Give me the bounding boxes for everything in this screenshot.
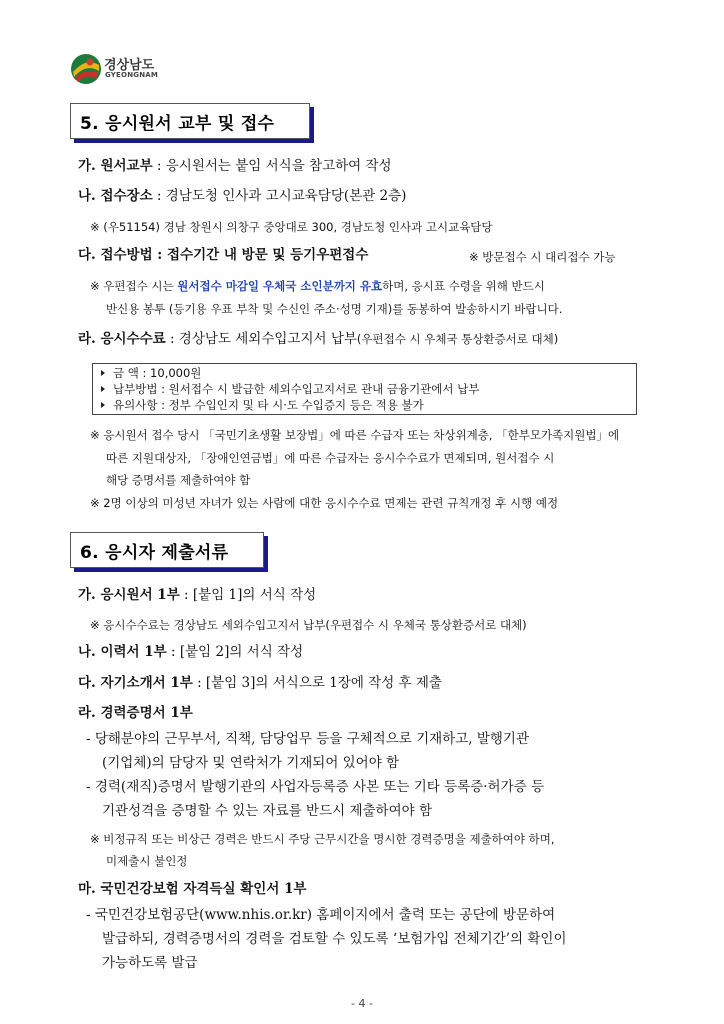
- s6-ga-note: ※ 응시수수료는 경상남도 세외수입고지서 납부(우편접수 시 우체국 통상환증서로 대체): [90, 618, 527, 632]
- gyeongnam-logo: [70, 50, 220, 90]
- s6-ra-item-1b: (기업체)의 담당자 및 연락처가 기재되어 있어야 함: [102, 755, 400, 771]
- s6-ga-line: [78, 586, 316, 604]
- fee-payment-text: 납부방법 : 원서접수 시 발급한 세외수입고지서로 관내 금융기관에서 납부: [113, 382, 480, 396]
- s6-ma-label: 마. 국민건강보험 자격득실 확인서 1부: [78, 881, 307, 897]
- s6-ra-item-1a: - 당해분야의 근무부서, 직책, 담당업무 등을 구체적으로 기재하고, 발행기관: [86, 731, 529, 747]
- fee-caution-row: [101, 398, 424, 412]
- s5-ra-line: [78, 330, 558, 348]
- fee-amount-row: [101, 366, 201, 380]
- fee-payment-row: [101, 382, 479, 396]
- s5-na-line: [78, 187, 406, 205]
- s6-ra-note-b: 미제출시 불인정: [106, 854, 188, 868]
- s5-da-note: ※ 방문접수 시 대리접수 가능: [469, 250, 616, 264]
- s5-ra-text: : 경상남도 세외수입고지서 납부: [165, 331, 357, 347]
- logo-english-text: GYEONGNAM: [105, 71, 159, 79]
- s6-da-label: 다. 자기소개서 1부: [78, 675, 193, 691]
- fee-info-box: [92, 363, 637, 415]
- fee-amount-text: 금 액 : 10,000원: [113, 366, 202, 380]
- s6-ra-label: 라. 경력증명서 1부: [78, 705, 193, 721]
- fee-caution-text: 유의사항 : 정부 수입인지 및 타 시·도 수입증지 등은 적용 불가: [113, 398, 424, 412]
- page-number: - 4 -: [351, 997, 373, 1010]
- s5-address-note: ※ (우51154) 경남 창원시 의창구 중앙대로 300, 경남도청 인사과 고시교육담당: [90, 220, 493, 234]
- s6-da-line: [78, 674, 442, 692]
- s5-ra-label: 라. 응시수수료: [78, 331, 166, 347]
- s6-ma-item-c: 가능하도록 발급: [102, 955, 198, 971]
- s6-ga-label: 가. 응시원서 1부: [78, 587, 180, 603]
- s5-exempt-note-2: 따른 지원대상자, 「장애인연금법」에 따른 수급자는 응시수수료가 면제되며, 원서접수 시: [106, 451, 555, 465]
- s5-mail-note-1c: 하며, 응시표 수령을 위해 반드시: [382, 279, 545, 293]
- s5-mail-note-1: [90, 277, 545, 295]
- s6-na-label: 나. 이력서 1부: [78, 644, 167, 660]
- s5-na-label: 나. 접수장소: [78, 188, 153, 204]
- section-5-title: 5. 응시원서 교부 및 접수: [80, 114, 275, 134]
- section-6-title: 6. 응시자 제출서류: [80, 543, 229, 563]
- s5-mail-note-2: 반신용 봉투 (등기용 우표 부착 및 수신인 주소·성명 기재)를 동봉하여 발송하시기 바랍니다.: [106, 302, 563, 316]
- gyeongnam-emblem-icon: [70, 53, 102, 85]
- s5-na-text: : 경남도청 인사과 고시교육담당(본관 2층): [152, 188, 407, 204]
- s5-mail-deadline-highlight: 원서접수 마감일 우체국 소인분까지 유효: [177, 279, 383, 293]
- s6-ma-item-a: - 국민건강보험공단(www.nhis.or.kr) 홈페이지에서 출력 또는 공단에 방문하여: [86, 907, 556, 923]
- s6-ra-note-a: ※ 비정규직 또는 비상근 경력은 반드시 주당 근무시간을 명시한 경력증명을 제출하여야 하며,: [90, 832, 555, 846]
- s5-ra-paren: (우편접수 시 우체국 통상환증서로 대체): [356, 332, 559, 346]
- s6-ra-item-2a: - 경력(재직)증명서 발행기관의 사업자등록증 사본 또는 기타 등록증·허가증 등: [86, 779, 544, 795]
- s5-minor-note: ※ 2명 이상의 미성년 자녀가 있는 사람에 대한 응시수수료 면제는 관련 규칙개정 후 시행 예정: [90, 496, 559, 510]
- s6-ga-text: : [붙임 1]의 서식 작성: [179, 587, 317, 603]
- bullet-triangle-icon: [101, 386, 105, 392]
- bullet-triangle-icon: [101, 402, 105, 408]
- s6-ra-item-2b: 기관성격을 증명할 수 있는 자료를 반드시 제출하여야 함: [102, 803, 432, 819]
- s5-mail-note-1a: ※ 우편접수 시는: [90, 279, 178, 293]
- s5-ga-line: [78, 157, 392, 175]
- s6-na-text: : [붙임 2]의 서식 작성: [166, 644, 304, 660]
- logo-korean-text: 경상남도: [104, 58, 155, 73]
- bullet-triangle-icon: [101, 370, 105, 376]
- s6-da-text: : [붙임 3]의 서식으로 1장에 작성 후 제출: [192, 675, 442, 691]
- s5-ga-label: 가. 원서교부: [78, 158, 153, 174]
- s5-ga-text: : 응시원서는 붙임 서식을 참고하여 작성: [152, 158, 392, 174]
- s5-exempt-note-3: 해당 증명서를 제출하여야 함: [106, 473, 251, 487]
- s6-na-line: [78, 643, 303, 661]
- s5-da-label: 다. 접수방법 : 접수기간 내 방문 및 등기우편접수: [78, 247, 369, 263]
- s5-exempt-note-1: ※ 응시원서 접수 당시 「국민기초생활 보장법」에 따른 수급자 또는 차상위계층, 「한부모가족지원법」에: [90, 428, 620, 442]
- s6-ma-item-b: 발급하되, 경력증명서의 경력을 검토할 수 있도록 ‘보험가입 전체기간’의 확인이: [102, 931, 567, 947]
